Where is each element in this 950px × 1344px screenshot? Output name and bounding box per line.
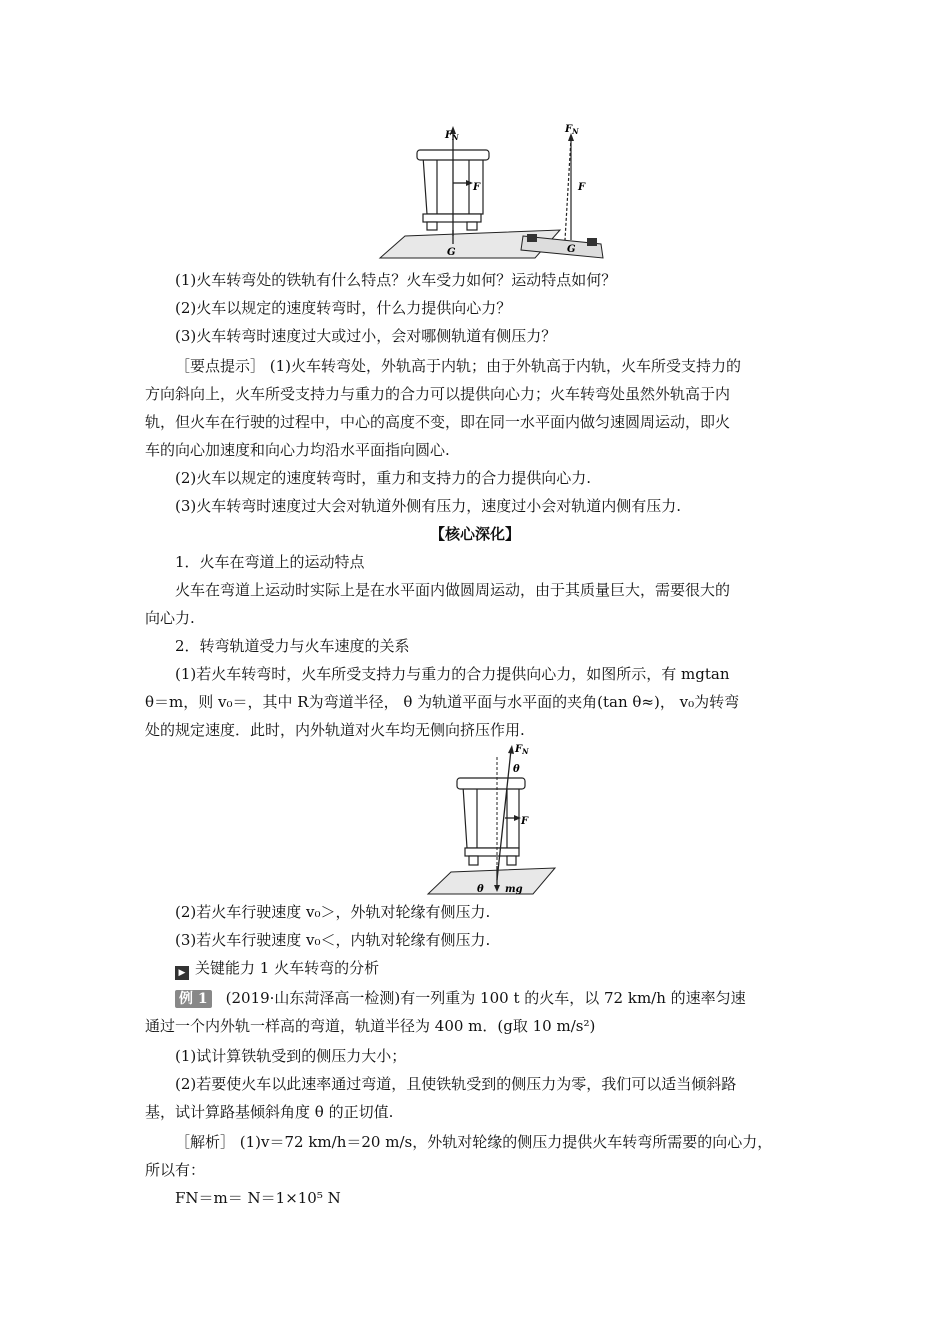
label-f-2: F (578, 182, 586, 193)
label-fn-1: $F_N$ (445, 130, 459, 142)
item2-title: 2．转弯轨道受力与火车速度的关系 (175, 637, 410, 655)
question-3: (3)火车转弯时速度过大或过小，会对哪侧轨道有侧压力？ (175, 327, 557, 345)
figure-train-forces (375, 118, 615, 263)
solution-formula: FN＝m＝ N＝1×10⁵ N (175, 1189, 341, 1207)
label-fn-3: $F_N$ (515, 744, 529, 756)
question-1: (1)火车转弯处的铁轨有什么特点？火车受力如何？运动特点如何？ (175, 271, 617, 289)
example-q2-line-1: (2)若要使火车以此速率通过弯道，且使铁轨受到的侧压力为零，我们可以适当倾斜路 (175, 1075, 737, 1093)
example-q2-line-2: 基，试计算路基倾斜角度 θ 的正切值. (145, 1103, 394, 1121)
section-title: 【核心深化】 (429, 525, 520, 543)
question-2: (2)火车以规定的速度转弯时，什么力提供向心力？ (175, 299, 512, 317)
item2-line-2: θ＝m，则 v₀＝，其中 R为弯道半径， θ 为轨道平面与水平面的夹角(tan θ≈)， v₀为转弯 (145, 693, 740, 711)
hint-line-4: 车的向心加速度和向心力均沿水平面指向圆心. (145, 441, 450, 459)
item2-line-3: 处的规定速度．此时，内外轨道对火车均无侧向挤压作用. (145, 721, 525, 739)
example-text-1: (2019·山东菏泽高一检测)有一列重为 100 t 的火车，以 72 km/h 的速率匀速 (225, 989, 746, 1007)
solution-line-1: ［解析］ (1)v＝72 km/h＝20 m/s，外轨对轮缘的侧压力提供火车转弯所需要的向心力， (175, 1133, 773, 1151)
example-q1: (1)试计算铁轨受到的侧压力大小； (175, 1047, 407, 1065)
solution-line-2: 所以有： (145, 1161, 206, 1179)
item1-line-1: 火车在弯道上运动时实际上是在水平面内做圆周运动，由于其质量巨大，需要很大的 (175, 581, 731, 599)
label-g-1: G (447, 247, 456, 258)
hint-line-2: 方向斜向上，火车所受支持力与重力的合力可以提供向心力；火车转弯处虽然外轨高于内 (145, 385, 731, 403)
item2-line-1: (1)若火车转弯时，火车所受支持力与重力的合力提供向心力，如图所示，有 mgtan (175, 665, 730, 683)
item1-title: 1．火车在弯道上的运动特点 (175, 553, 365, 571)
label-f-1: F (473, 182, 481, 193)
key-ability-text: 关键能力 1 火车转弯的分析 (195, 959, 380, 977)
figure-train-theta (425, 742, 565, 898)
case-3: (3)若火车行驶速度 v₀＜，内轨对轮缘有侧压力. (175, 931, 491, 949)
example-line-2: 通过一个内外轨一样高的弯道，轨道半径为 400 m．(g取 10 m/s²) (145, 1017, 596, 1035)
play-triangle-icon: ▶ (175, 966, 189, 980)
label-theta-bottom: θ (477, 884, 484, 895)
hint-line-1: ［要点提示］ (1)火车转弯处，外轨高于内轨；由于外轨高于内轨，火车所受支持力的 (175, 357, 742, 375)
label-mg: mg (505, 884, 523, 895)
label-f-3: F (521, 816, 529, 827)
label-g-2: G (567, 244, 576, 255)
hint-2: (2)火车以规定的速度转弯时，重力和支持力的合力提供向心力. (175, 469, 592, 487)
case-2: (2)若火车行驶速度 v₀＞，外轨对轮缘有侧压力. (175, 903, 491, 921)
hint-line-3: 轨，但火车在行驶的过程中，中心的高度不变，即在同一水平面内做匀速圆周运动，即火 (145, 413, 731, 431)
label-theta-top: θ (513, 764, 520, 775)
label-fn-2: $F_N$ (565, 124, 579, 136)
item1-line-2: 向心力. (145, 609, 195, 627)
hint-3: (3)火车转弯时速度过大会对轨道外侧有压力，速度过小会对轨道内侧有压力. (175, 497, 682, 515)
example-line-1 (175, 988, 746, 1008)
example-badge: 例 1 (175, 990, 212, 1008)
key-ability-heading (175, 958, 379, 980)
